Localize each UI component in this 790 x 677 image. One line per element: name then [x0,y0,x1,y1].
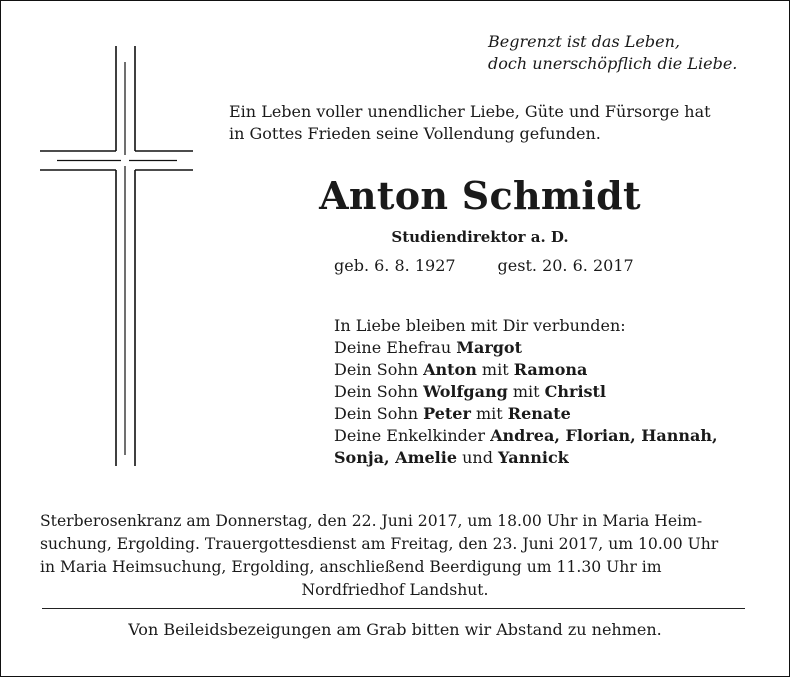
partner-name: Renate [507,404,571,423]
motto-line-2: doch unerschöpflich die Liebe. [488,54,738,73]
grandchildren-names: Andrea, Florian, Hannah, [490,426,718,445]
motto [488,31,737,75]
intro-line-2: in Gottes Frieden seine Vollendung gefunden. [229,124,601,143]
deceased-name: Anton Schmidt [319,173,641,218]
deceased-title: Studiendirektor a. D. [391,228,569,246]
announcement-line-3: in Maria Heimsuchung, Ergolding, anschließend Beerdigung um 11.30 Uhr im [40,558,662,576]
birth-date: geb. 6. 8. 1927 [334,256,456,275]
announcement-line-4: Nordfriedhof Landshut. [301,581,489,599]
son-name: Peter [423,404,471,423]
family-line-grandchildren: Deine Enkelkinder Andrea, Florian, Hannah, [334,426,718,445]
divider [42,608,745,609]
son-name: Wolfgang [423,382,508,401]
family-line-wife: Deine Ehefrau Margot [334,338,522,357]
life-dates [334,255,634,277]
family-line-son-2: Dein Sohn Wolfgang mit Christl [334,382,607,401]
wife-name: Margot [456,338,522,357]
service-announcement [40,510,750,602]
motto-line-1: Begrenzt ist das Leben, [488,32,680,51]
partner-name: Christl [544,382,607,401]
family-line-son-3: Dein Sohn Peter mit Renate [334,404,571,423]
family-heading: In Liebe bleiben mit Dir verbunden: [334,316,626,335]
announcement-line-1: Sterberosenkranz am Donnerstag, den 22. Juni 2017, um 18.00 Uhr in Maria Heim- [40,512,703,530]
intro-line-1: Ein Leben voller unendlicher Liebe, Güte und Fürsorge hat [229,102,711,121]
announcement-line-2: suchung, Ergolding. Trauergottesdienst am Freitag, den 23. Juni 2017, um 10.00 Uhr [40,535,719,553]
family-line-grandchildren-cont: Sonja, Amelie und Yannick [334,448,569,467]
partner-name: Ramona [513,360,588,379]
death-date: gest. 20. 6. 2017 [497,256,634,275]
family-list [334,315,718,469]
son-name: Anton [423,360,477,379]
intro-text [229,101,749,145]
footer-note: Von Beileidsbezeigungen am Grab bitten wir Abstand zu nehmen. [128,620,662,639]
grandchild-name: Yannick [498,448,569,467]
grandchildren-names: Sonja, Amelie [334,448,458,467]
family-line-son-1: Dein Sohn Anton mit Ramona [334,360,588,379]
